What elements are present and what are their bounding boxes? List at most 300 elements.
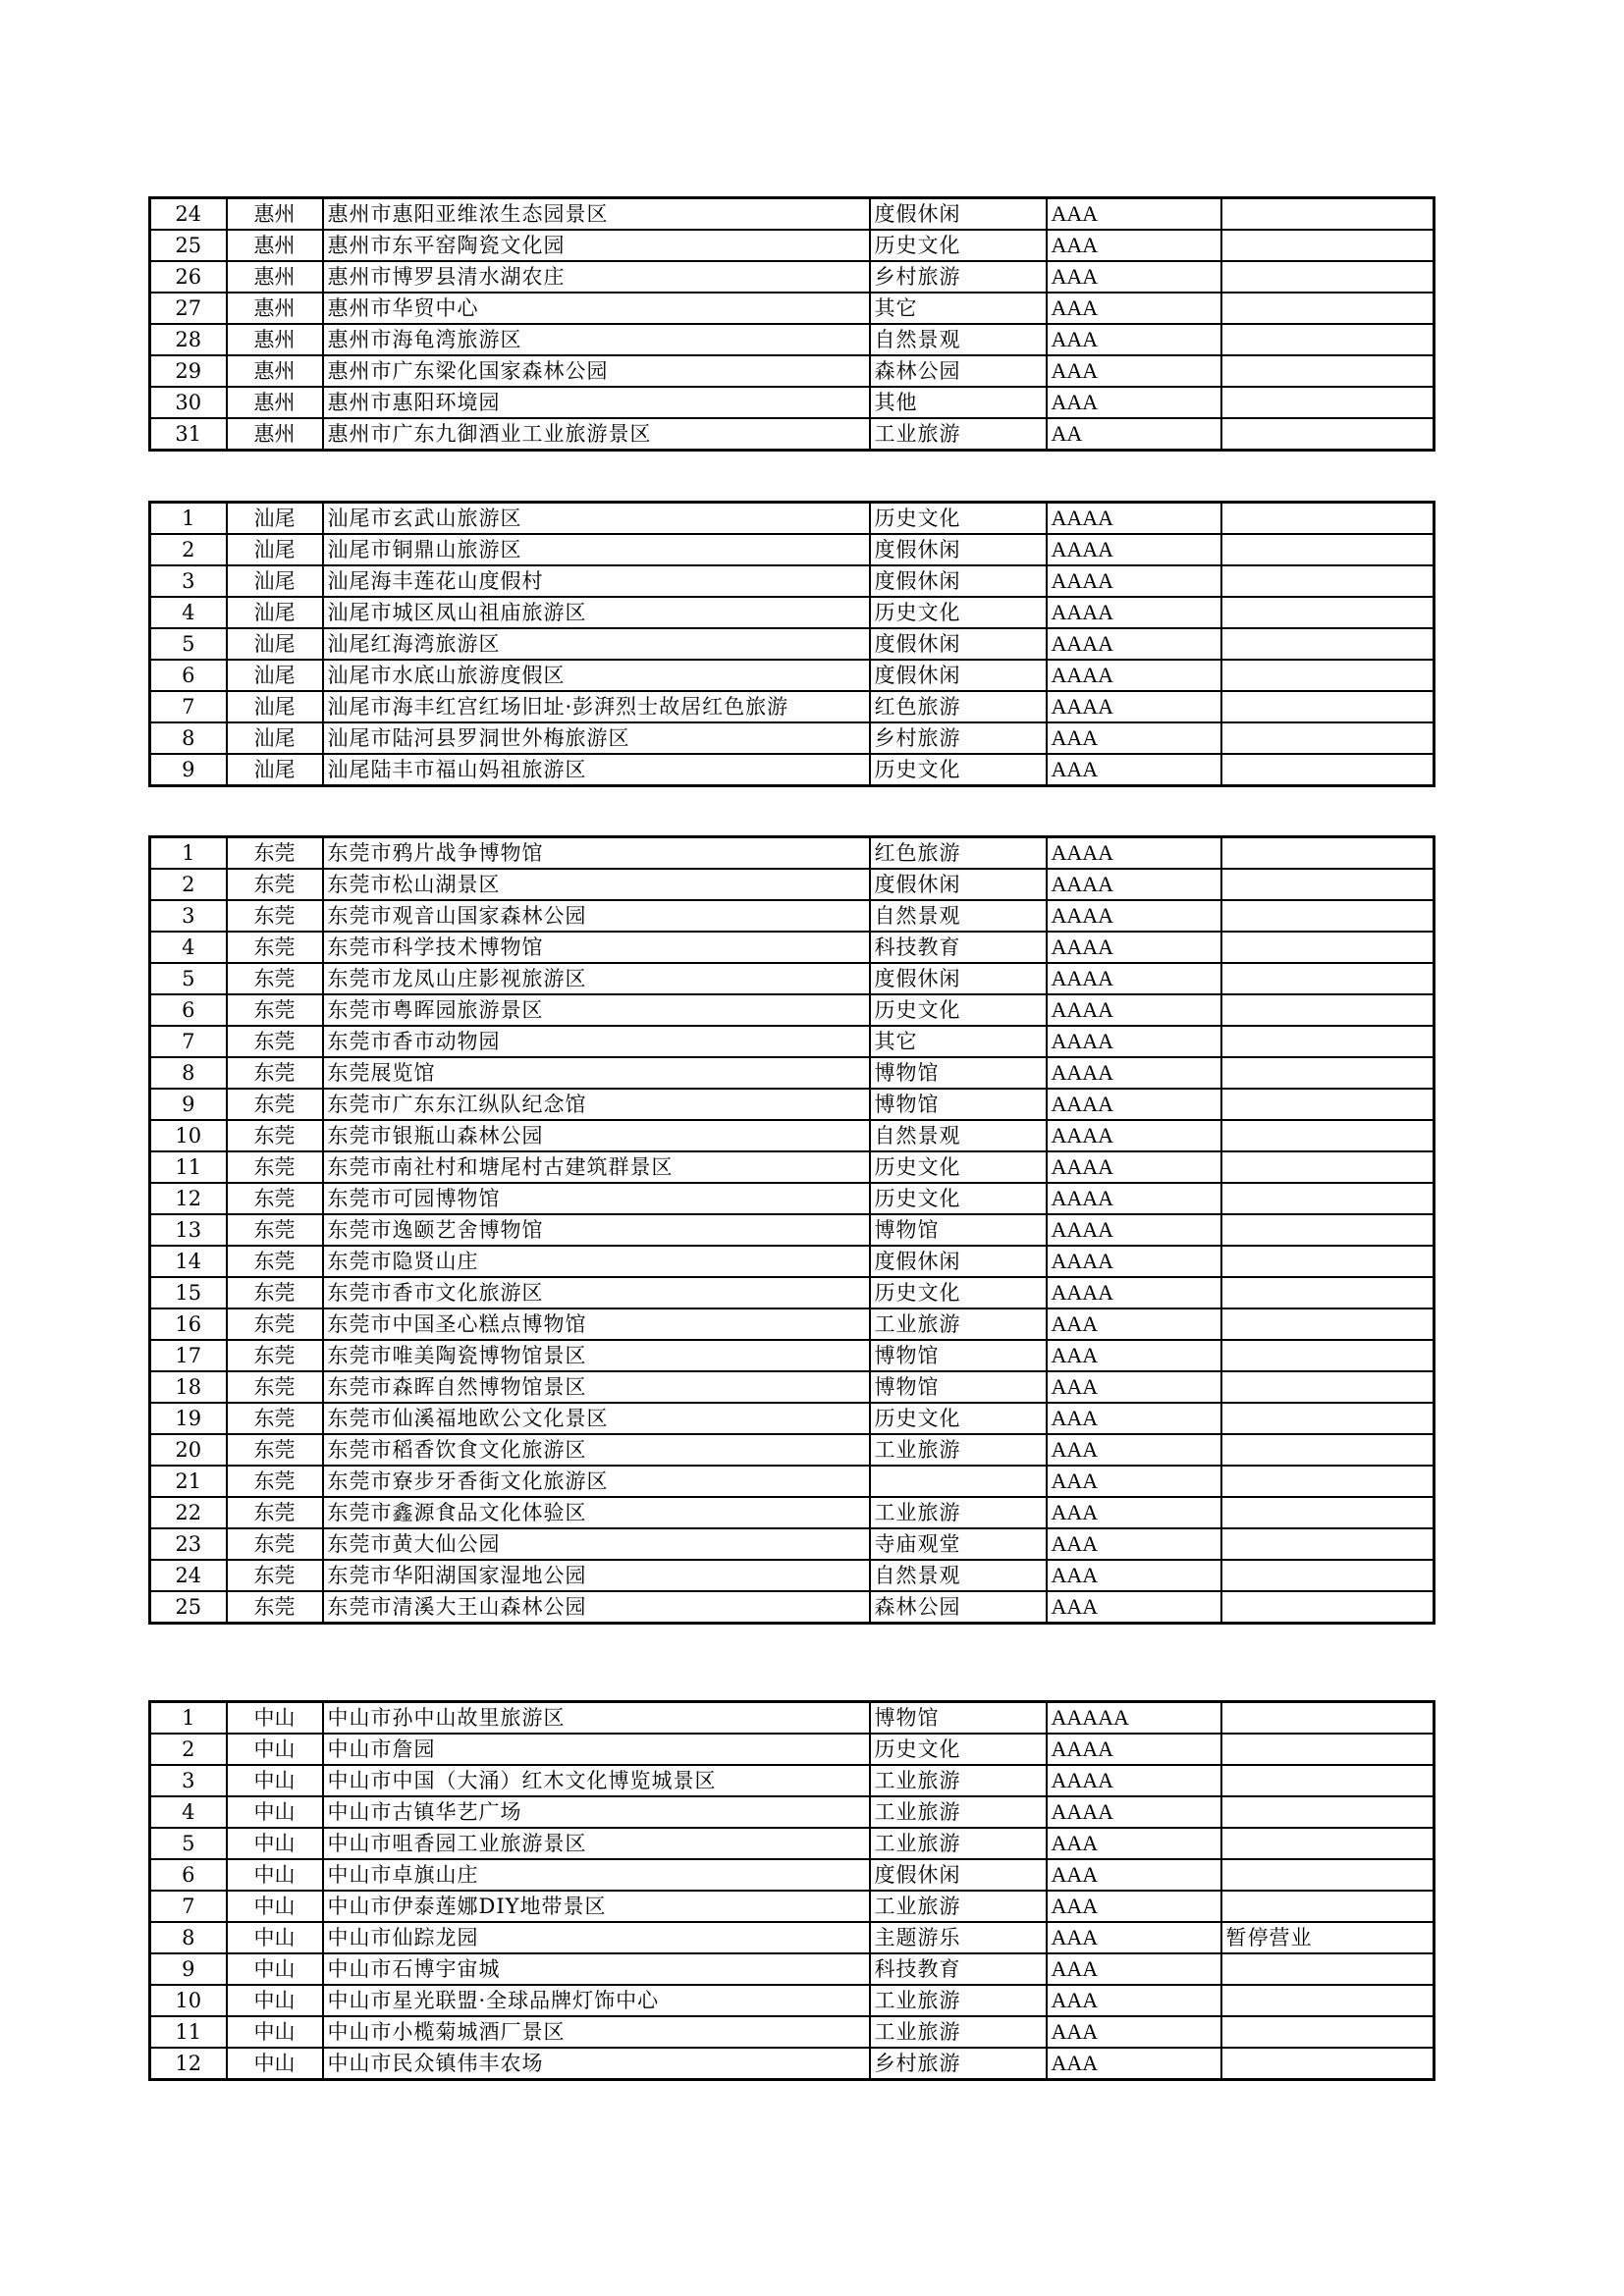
category-cell: 工业旅游 [870, 1765, 1047, 1796]
rating-cell: AA [1047, 418, 1221, 451]
row-number: 6 [150, 660, 227, 691]
row-number: 3 [150, 1765, 227, 1796]
city-cell: 东莞 [227, 1528, 323, 1560]
scenic-table-zhongshan [148, 1700, 1435, 2081]
category-cell: 其它 [870, 293, 1047, 324]
table-row [150, 754, 1435, 786]
table-row [150, 387, 1435, 418]
scenic-name-cell: 东莞市仙溪福地欧公文化景区 [323, 1403, 870, 1434]
category-cell: 度假休闲 [870, 869, 1047, 900]
scenic-name-cell: 东莞市松山湖景区 [323, 869, 870, 900]
row-number: 26 [150, 261, 227, 293]
scenic-name-cell: 惠州市惠阳环境园 [323, 387, 870, 418]
category-cell: 森林公园 [870, 1591, 1047, 1624]
city-cell: 惠州 [227, 261, 323, 293]
city-cell: 东莞 [227, 1466, 323, 1497]
category-cell: 度假休闲 [870, 198, 1047, 231]
table-row [150, 1308, 1435, 1340]
row-number: 5 [150, 628, 227, 660]
table-row [150, 261, 1435, 293]
category-cell: 度假休闲 [870, 628, 1047, 660]
category-cell: 工业旅游 [870, 1434, 1047, 1466]
category-cell: 乡村旅游 [870, 261, 1047, 293]
row-number: 7 [150, 1026, 227, 1057]
note-cell [1221, 1057, 1435, 1089]
category-cell: 博物馆 [870, 1057, 1047, 1089]
city-cell: 东莞 [227, 1497, 323, 1528]
category-cell: 工业旅游 [870, 1828, 1047, 1859]
row-number: 3 [150, 565, 227, 597]
city-cell: 汕尾 [227, 754, 323, 786]
row-number: 6 [150, 994, 227, 1026]
note-cell [1221, 503, 1435, 535]
scenic-table-huizhou [148, 196, 1435, 452]
table-row [150, 2048, 1435, 2080]
category-cell: 历史文化 [870, 597, 1047, 628]
scenic-name-cell: 东莞市科学技术博物馆 [323, 932, 870, 963]
city-cell: 东莞 [227, 1371, 323, 1403]
category-cell: 历史文化 [870, 503, 1047, 535]
table-row [150, 597, 1435, 628]
row-number: 1 [150, 1702, 227, 1735]
category-cell: 自然景观 [870, 324, 1047, 355]
table-row [150, 1985, 1435, 2016]
scenic-name-cell: 东莞市逸颐艺舍博物馆 [323, 1214, 870, 1246]
category-cell: 博物馆 [870, 1089, 1047, 1120]
row-number: 24 [150, 1560, 227, 1591]
table-row [150, 691, 1435, 722]
scenic-name-cell: 东莞市寮步牙香街文化旅游区 [323, 1466, 870, 1497]
rating-cell: AAAA [1047, 691, 1221, 722]
table-row [150, 1246, 1435, 1277]
row-number: 29 [150, 355, 227, 387]
rating-cell: AAA [1047, 387, 1221, 418]
table-row [150, 503, 1435, 535]
note-cell [1221, 837, 1435, 870]
table-row [150, 900, 1435, 932]
table-row [150, 1859, 1435, 1891]
note-cell [1221, 230, 1435, 261]
row-number: 10 [150, 1985, 227, 2016]
note-cell [1221, 1308, 1435, 1340]
scenic-name-cell: 中山市小榄菊城酒厂景区 [323, 2016, 870, 2048]
category-cell: 自然景观 [870, 900, 1047, 932]
category-cell: 乡村旅游 [870, 2048, 1047, 2080]
rating-cell: AAAA [1047, 1089, 1221, 1120]
rating-cell: AAAA [1047, 534, 1221, 565]
table-row [150, 1591, 1435, 1624]
city-cell: 中山 [227, 1922, 323, 1953]
note-cell [1221, 565, 1435, 597]
city-cell: 中山 [227, 1828, 323, 1859]
table-row [150, 418, 1435, 451]
city-cell: 东莞 [227, 1057, 323, 1089]
table-row [150, 722, 1435, 754]
city-cell: 惠州 [227, 198, 323, 231]
note-cell [1221, 932, 1435, 963]
rating-cell: AAA [1047, 261, 1221, 293]
rating-cell: AAAA [1047, 503, 1221, 535]
note-cell [1221, 1859, 1435, 1891]
city-cell: 东莞 [227, 1340, 323, 1371]
scenic-name-cell: 中山市伊泰莲娜DIY地带景区 [323, 1891, 870, 1922]
rating-cell: AAAA [1047, 565, 1221, 597]
category-cell: 红色旅游 [870, 691, 1047, 722]
scenic-table-dongguan [148, 835, 1435, 1625]
category-cell: 工业旅游 [870, 1796, 1047, 1828]
row-number: 9 [150, 754, 227, 786]
rating-cell: AAA [1047, 1340, 1221, 1371]
table-row [150, 1403, 1435, 1434]
note-cell [1221, 1340, 1435, 1371]
table-row [150, 198, 1435, 231]
row-number: 31 [150, 418, 227, 451]
note-cell [1221, 1026, 1435, 1057]
rating-cell: AAAA [1047, 1277, 1221, 1308]
scenic-name-cell: 东莞市中国圣心糕点博物馆 [323, 1308, 870, 1340]
city-cell: 东莞 [227, 837, 323, 870]
row-number: 16 [150, 1308, 227, 1340]
row-number: 12 [150, 1183, 227, 1214]
scenic-name-cell: 东莞市粤晖园旅游景区 [323, 994, 870, 1026]
scenic-name-cell: 东莞市观音山国家森林公园 [323, 900, 870, 932]
note-cell [1221, 1528, 1435, 1560]
category-cell: 度假休闲 [870, 534, 1047, 565]
rating-cell: AAA [1047, 1308, 1221, 1340]
city-cell: 惠州 [227, 293, 323, 324]
category-cell: 主题游乐 [870, 1922, 1047, 1953]
note-cell [1221, 355, 1435, 387]
city-cell: 汕尾 [227, 534, 323, 565]
scenic-name-cell: 汕尾市城区凤山祖庙旅游区 [323, 597, 870, 628]
note-cell [1221, 1891, 1435, 1922]
category-cell: 寺庙观堂 [870, 1528, 1047, 1560]
rating-cell: AAA [1047, 1528, 1221, 1560]
scenic-name-cell: 中山市仙踪龙园 [323, 1922, 870, 1953]
table-row [150, 1796, 1435, 1828]
rating-cell: AAA [1047, 1985, 1221, 2016]
table-row [150, 994, 1435, 1026]
note-cell [1221, 1796, 1435, 1828]
note-cell [1221, 963, 1435, 994]
table-row [150, 1953, 1435, 1985]
scenic-name-cell: 惠州市东平窑陶瓷文化园 [323, 230, 870, 261]
note-cell [1221, 1828, 1435, 1859]
city-cell: 中山 [227, 1985, 323, 2016]
city-cell: 中山 [227, 2048, 323, 2080]
scenic-name-cell: 东莞市清溪大王山森林公园 [323, 1591, 870, 1624]
row-number: 11 [150, 1151, 227, 1183]
row-number: 3 [150, 900, 227, 932]
scenic-name-cell: 汕尾市玄武山旅游区 [323, 503, 870, 535]
scenic-name-cell: 中山市孙中山故里旅游区 [323, 1702, 870, 1735]
category-cell: 历史文化 [870, 1277, 1047, 1308]
note-cell [1221, 1246, 1435, 1277]
rating-cell: AAA [1047, 198, 1221, 231]
rating-cell: AAAA [1047, 994, 1221, 1026]
note-cell [1221, 869, 1435, 900]
category-cell: 自然景观 [870, 1120, 1047, 1151]
note-cell [1221, 628, 1435, 660]
category-cell: 度假休闲 [870, 660, 1047, 691]
city-cell: 东莞 [227, 963, 323, 994]
note-cell [1221, 1497, 1435, 1528]
city-cell: 中山 [227, 1702, 323, 1735]
category-cell: 历史文化 [870, 1403, 1047, 1434]
category-cell: 历史文化 [870, 754, 1047, 786]
row-number: 2 [150, 534, 227, 565]
note-cell [1221, 597, 1435, 628]
note-cell [1221, 324, 1435, 355]
table-row [150, 1371, 1435, 1403]
table-row [150, 324, 1435, 355]
rating-cell: AAA [1047, 1591, 1221, 1624]
rating-cell: AAAA [1047, 628, 1221, 660]
category-cell: 工业旅游 [870, 2016, 1047, 2048]
row-number: 8 [150, 1922, 227, 1953]
city-cell: 东莞 [227, 932, 323, 963]
table-row [150, 1183, 1435, 1214]
table-row [150, 1702, 1435, 1735]
city-cell: 汕尾 [227, 691, 323, 722]
note-cell [1221, 1277, 1435, 1308]
scenic-name-cell: 东莞市香市文化旅游区 [323, 1277, 870, 1308]
rating-cell: AAAA [1047, 1151, 1221, 1183]
category-cell: 度假休闲 [870, 1246, 1047, 1277]
city-cell: 惠州 [227, 387, 323, 418]
category-cell: 工业旅游 [870, 1308, 1047, 1340]
note-cell [1221, 2048, 1435, 2080]
scenic-name-cell: 东莞市香市动物园 [323, 1026, 870, 1057]
note-cell [1221, 754, 1435, 786]
rating-cell: AAA [1047, 355, 1221, 387]
row-number: 30 [150, 387, 227, 418]
rating-cell: AAA [1047, 1466, 1221, 1497]
note-cell [1221, 660, 1435, 691]
scenic-name-cell: 汕尾市海丰红宫红场旧址·彭湃烈士故居红色旅游 [323, 691, 870, 722]
rating-cell: AAAA [1047, 900, 1221, 932]
city-cell: 汕尾 [227, 628, 323, 660]
table-row [150, 1765, 1435, 1796]
city-cell: 汕尾 [227, 503, 323, 535]
city-cell: 东莞 [227, 1246, 323, 1277]
rating-cell: AAAA [1047, 1796, 1221, 1828]
rating-cell: AAAA [1047, 1120, 1221, 1151]
table-row [150, 1057, 1435, 1089]
row-number: 4 [150, 597, 227, 628]
row-number: 22 [150, 1497, 227, 1528]
city-cell: 中山 [227, 1765, 323, 1796]
scenic-name-cell: 汕尾市水底山旅游度假区 [323, 660, 870, 691]
category-cell: 度假休闲 [870, 1859, 1047, 1891]
category-cell: 博物馆 [870, 1702, 1047, 1735]
category-cell: 历史文化 [870, 1734, 1047, 1765]
note-cell [1221, 1403, 1435, 1434]
rating-cell: AAAA [1047, 1734, 1221, 1765]
row-number: 21 [150, 1466, 227, 1497]
table-row [150, 1089, 1435, 1120]
row-number: 10 [150, 1120, 227, 1151]
table-row [150, 355, 1435, 387]
row-number: 1 [150, 503, 227, 535]
city-cell: 东莞 [227, 1026, 323, 1057]
rating-cell: AAA [1047, 722, 1221, 754]
rating-cell: AAAA [1047, 932, 1221, 963]
row-number: 27 [150, 293, 227, 324]
rating-cell: AAA [1047, 1828, 1221, 1859]
note-cell [1221, 1371, 1435, 1403]
category-cell: 博物馆 [870, 1214, 1047, 1246]
row-number: 5 [150, 963, 227, 994]
rating-cell: AAAA [1047, 660, 1221, 691]
rating-cell: AAAA [1047, 1183, 1221, 1214]
table-row [150, 628, 1435, 660]
scenic-name-cell: 惠州市海龟湾旅游区 [323, 324, 870, 355]
category-cell [870, 1466, 1047, 1497]
table-row [150, 1277, 1435, 1308]
city-cell: 东莞 [227, 1277, 323, 1308]
table-row [150, 565, 1435, 597]
category-cell: 红色旅游 [870, 837, 1047, 870]
rating-cell: AAA [1047, 1371, 1221, 1403]
city-cell: 惠州 [227, 355, 323, 387]
category-cell: 历史文化 [870, 1151, 1047, 1183]
scenic-name-cell: 中山市古镇华艺广场 [323, 1796, 870, 1828]
city-cell: 惠州 [227, 418, 323, 451]
city-cell: 东莞 [227, 1434, 323, 1466]
city-cell: 中山 [227, 1953, 323, 1985]
city-cell: 东莞 [227, 869, 323, 900]
scenic-name-cell: 东莞市银瓶山森林公园 [323, 1120, 870, 1151]
rating-cell: AAAA [1047, 963, 1221, 994]
row-number: 4 [150, 932, 227, 963]
scenic-name-cell: 惠州市博罗县清水湖农庄 [323, 261, 870, 293]
city-cell: 汕尾 [227, 597, 323, 628]
rating-cell: AAA [1047, 324, 1221, 355]
scenic-name-cell: 东莞市鸦片战争博物馆 [323, 837, 870, 870]
row-number: 1 [150, 837, 227, 870]
rating-cell: AAAA [1047, 1765, 1221, 1796]
category-cell: 其它 [870, 1026, 1047, 1057]
note-cell [1221, 261, 1435, 293]
table-row [150, 660, 1435, 691]
note-cell [1221, 1183, 1435, 1214]
row-number: 2 [150, 1734, 227, 1765]
row-number: 6 [150, 1859, 227, 1891]
note-cell [1221, 1702, 1435, 1735]
category-cell: 其他 [870, 387, 1047, 418]
rating-cell: AAA [1047, 230, 1221, 261]
rating-cell: AAAA [1047, 869, 1221, 900]
table-row [150, 534, 1435, 565]
rating-cell: AAAA [1047, 1214, 1221, 1246]
note-cell [1221, 1560, 1435, 1591]
scenic-name-cell: 中山市民众镇伟丰农场 [323, 2048, 870, 2080]
table-row [150, 1560, 1435, 1591]
category-cell: 历史文化 [870, 994, 1047, 1026]
rating-cell: AAA [1047, 2016, 1221, 2048]
table-row [150, 1528, 1435, 1560]
note-cell: 暂停营业 [1221, 1922, 1435, 1953]
category-cell: 科技教育 [870, 1953, 1047, 1985]
category-cell: 历史文化 [870, 1183, 1047, 1214]
row-number: 24 [150, 198, 227, 231]
row-number: 8 [150, 1057, 227, 1089]
city-cell: 惠州 [227, 324, 323, 355]
row-number: 2 [150, 869, 227, 900]
scenic-name-cell: 中山市星光联盟·全球品牌灯饰中心 [323, 1985, 870, 2016]
note-cell [1221, 1120, 1435, 1151]
rating-cell: AAAAA [1047, 1702, 1221, 1735]
row-number: 7 [150, 691, 227, 722]
note-cell [1221, 1734, 1435, 1765]
city-cell: 东莞 [227, 1308, 323, 1340]
note-cell [1221, 2016, 1435, 2048]
rating-cell: AAA [1047, 1403, 1221, 1434]
table-row [150, 293, 1435, 324]
rating-cell: AAA [1047, 1891, 1221, 1922]
city-cell: 惠州 [227, 230, 323, 261]
table-row [150, 1497, 1435, 1528]
note-cell [1221, 387, 1435, 418]
table-row [150, 1891, 1435, 1922]
city-cell: 中山 [227, 2016, 323, 2048]
scenic-name-cell: 惠州市广东九御酒业工业旅游景区 [323, 418, 870, 451]
row-number: 13 [150, 1214, 227, 1246]
scenic-name-cell: 东莞市唯美陶瓷博物馆景区 [323, 1340, 870, 1371]
row-number: 25 [150, 1591, 227, 1624]
scenic-name-cell: 东莞市黄大仙公园 [323, 1528, 870, 1560]
table-row [150, 1026, 1435, 1057]
row-number: 18 [150, 1371, 227, 1403]
note-cell [1221, 1434, 1435, 1466]
scenic-name-cell: 惠州市广东梁化国家森林公园 [323, 355, 870, 387]
category-cell: 博物馆 [870, 1340, 1047, 1371]
scenic-name-cell: 中山市咀香园工业旅游景区 [323, 1828, 870, 1859]
scenic-name-cell: 东莞市鑫源食品文化体验区 [323, 1497, 870, 1528]
row-number: 20 [150, 1434, 227, 1466]
table-row [150, 837, 1435, 870]
table-row [150, 869, 1435, 900]
scenic-name-cell: 惠州市华贸中心 [323, 293, 870, 324]
rating-cell: AAA [1047, 1497, 1221, 1528]
city-cell: 东莞 [227, 900, 323, 932]
rating-cell: AAA [1047, 1560, 1221, 1591]
table-row [150, 1734, 1435, 1765]
category-cell: 森林公园 [870, 355, 1047, 387]
category-cell: 乡村旅游 [870, 722, 1047, 754]
city-cell: 汕尾 [227, 722, 323, 754]
city-cell: 汕尾 [227, 660, 323, 691]
row-number: 11 [150, 2016, 227, 2048]
row-number: 9 [150, 1089, 227, 1120]
note-cell [1221, 900, 1435, 932]
city-cell: 中山 [227, 1796, 323, 1828]
note-cell [1221, 293, 1435, 324]
rating-cell: AAA [1047, 754, 1221, 786]
table-row [150, 963, 1435, 994]
table-row [150, 1466, 1435, 1497]
scenic-name-cell: 东莞市华阳湖国家湿地公园 [323, 1560, 870, 1591]
row-number: 19 [150, 1403, 227, 1434]
note-cell [1221, 534, 1435, 565]
note-cell [1221, 691, 1435, 722]
note-cell [1221, 1089, 1435, 1120]
table-row [150, 1340, 1435, 1371]
note-cell [1221, 1151, 1435, 1183]
note-cell [1221, 1953, 1435, 1985]
city-cell: 东莞 [227, 1089, 323, 1120]
